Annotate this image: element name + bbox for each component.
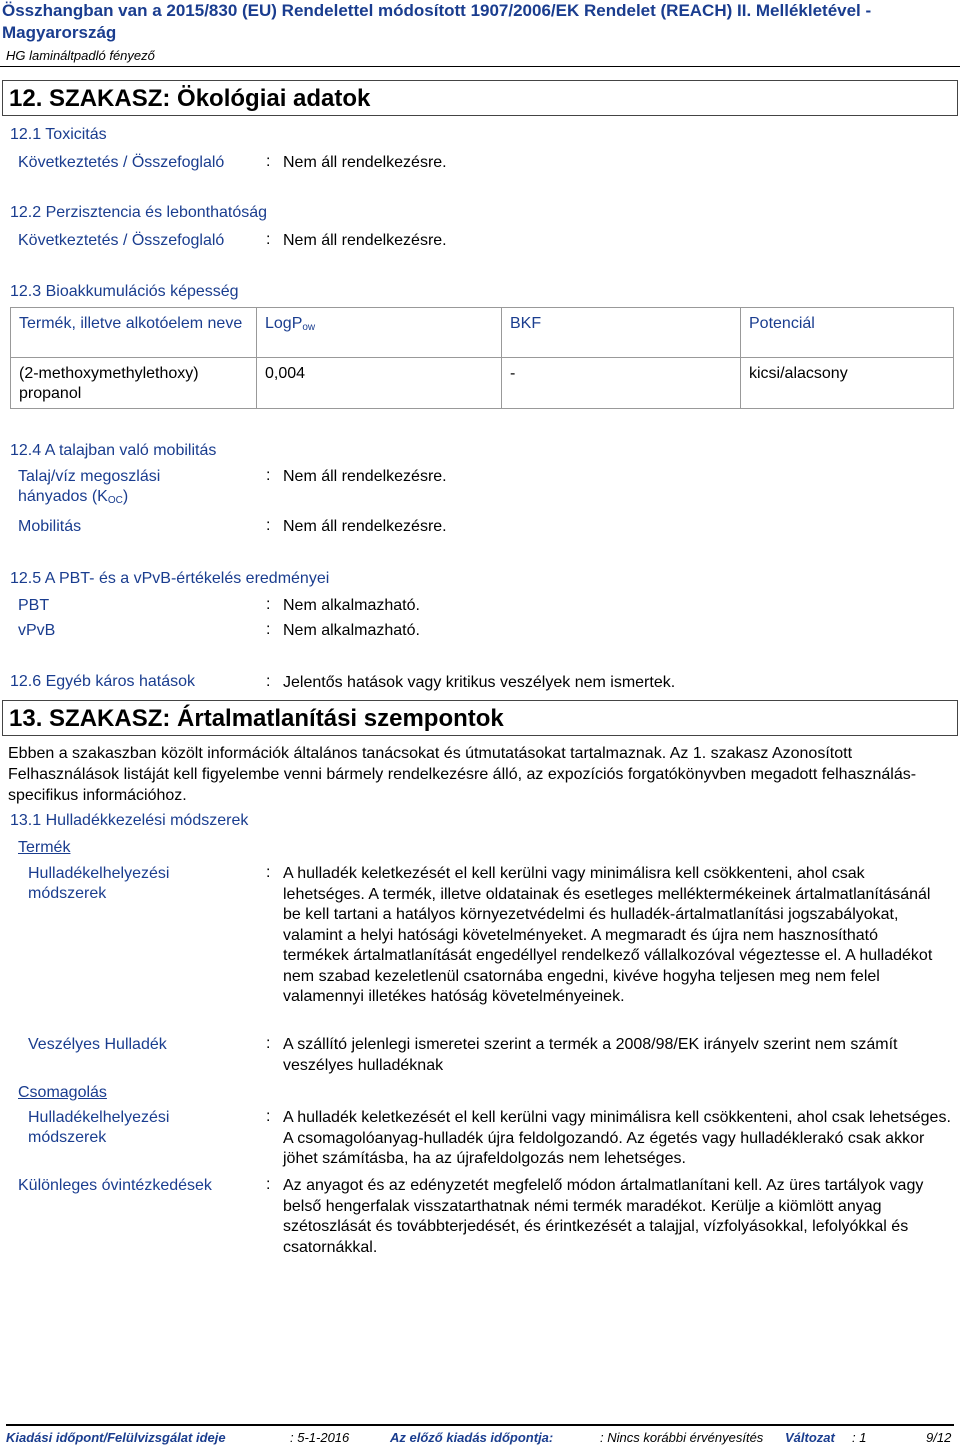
- section-13-title: 13. SZAKASZ: Ártalmatlanítási szempontok: [2, 700, 958, 736]
- other-effects-label: 12.6 Egyéb káros hatások: [10, 673, 196, 690]
- subsection-12-4-heading: 12.4 A talajban való mobilitás: [10, 442, 217, 459]
- section-13-intro: Ebben a szakaszban közölt információk általános tanácsokat és útmutatásokat tartalmaznak. Az 1. szakasz Azonosított Felhasználások listáját kell figyelembe venni bármely rendelkezésre álló, az expozíciós forgatókönyvben megadott felhasználás-specifikus információhoz.: [8, 745, 917, 804]
- toxicity-conclusion-value: Nem áll rendelkezésre.: [283, 154, 447, 171]
- koc-value: Nem áll rendelkezésre.: [283, 468, 447, 485]
- subsection-12-5-heading: 12.5 A PBT- és a vPvB-értékelés eredményei: [10, 570, 330, 587]
- table-row: [11, 358, 954, 409]
- vpvb-value: Nem alkalmazható.: [283, 622, 420, 639]
- subsection-12-1-heading: 12.1 Toxicitás: [10, 126, 107, 143]
- colon: :: [266, 153, 271, 170]
- column-header-logpow: [257, 308, 502, 358]
- logp-subscript: ow: [302, 322, 316, 333]
- column-header-component: Termék, illetve alkotóelem neve: [11, 308, 257, 358]
- other-effects-value: Jelentős hatások vagy kritikus veszélyek nem ismertek.: [283, 674, 676, 691]
- cell-logpow: 0,004: [257, 358, 502, 409]
- issue-date-label: Kiadási időpont/Felülvizsgálat ideje: [6, 1430, 226, 1445]
- product-disposal-label: Hulladékelhelyezési módszerek: [28, 865, 170, 902]
- vpvb-label: vPvB: [18, 622, 56, 639]
- packaging-disposal-value: A hulladék keletkezését el kell kerülni vagy minimálisra kell csökkenteni, ahol csak lehetséges. A csomagolóanyag-hulladék újra feldolgozandó. Az égetés vagy hulladéklerakó csak akkor jöhet számításba, ha az újrafeldolgozás nem lehetséges.: [283, 1109, 951, 1167]
- koc-label: [18, 467, 218, 511]
- koc-label-text: Talaj/víz megoszlási hányados (K: [18, 468, 161, 505]
- mobility-value: Nem áll rendelkezésre.: [283, 518, 447, 535]
- subsection-13-1-heading: 13.1 Hulladékkezelési módszerek: [10, 812, 249, 829]
- koc-label-close: ): [122, 488, 129, 505]
- hazardous-waste-label: Veszélyes Hulladék: [28, 1036, 167, 1053]
- product-disposal-value: A hulladék keletkezését el kell kerülni vagy minimálisra kell csökkenteni, ahol csak lehetséges. A termék, illetve oldatainak és esetleges melléktermékeinek ártalmatlanításánál be kell tartani a hatályos környezetvédelmi és hulladék-ártalmatlanítási jogszabályokat, valamint a helyi hatósági követelményeket. A megmaradt és újra nem hasznosítható termékek ártalmatlanítását engedéllyel rendelkező vállalkozóval végeztesse el. A hulladékot nem szabad kezeletlenül csatornába engedni, kivéve hogyha teljesen meg nem felel valamennyi illetékes hatóság követelményeinek.: [283, 865, 933, 1005]
- section-12-title: 12. SZAKASZ: Ökológiai adatok: [2, 80, 958, 116]
- colon: :: [266, 864, 271, 881]
- bioaccumulation-table: [10, 307, 954, 409]
- subsection-12-2-heading: 12.2 Perzisztencia és lebonthatóság: [10, 204, 268, 221]
- logp-text: LogP: [265, 315, 303, 332]
- packaging-disposal-label: Hulladékelhelyezési módszerek: [28, 1109, 170, 1146]
- header-divider: [0, 66, 960, 67]
- version-label: Változat: [785, 1430, 835, 1445]
- product-heading: Termék: [18, 839, 71, 856]
- cell-bcf: -: [502, 358, 741, 409]
- hazardous-waste-value: A szállító jelenlegi ismeretei szerint a termék a 2008/98/EK irányelv szerint nem számít veszélyes hulladéknak: [283, 1036, 898, 1074]
- table-header-row: [11, 308, 954, 358]
- product-name: HG lamináltpadló fényező: [6, 48, 155, 63]
- colon: :: [266, 621, 271, 638]
- persistence-conclusion-value: Nem áll rendelkezésre.: [283, 232, 447, 249]
- pbt-label: PBT: [18, 597, 50, 614]
- persistence-conclusion-label: Következtetés / Összefoglaló: [18, 232, 225, 249]
- colon: :: [266, 517, 271, 534]
- toxicity-conclusion-label: Következtetés / Összefoglaló: [18, 154, 225, 171]
- column-header-potential: Potenciál: [741, 308, 954, 358]
- mobility-label: Mobilitás: [18, 518, 82, 535]
- previous-issue-value: : Nincs korábbi érvényesítés: [600, 1430, 764, 1445]
- colon: :: [266, 1108, 271, 1125]
- document-title: Összhangban van a 2015/830 (EU) Rendelettel módosított 1907/2006/EK Rendelet (REACH) II. Mellékletével - Magyarország: [2, 1, 872, 42]
- colon: :: [266, 467, 271, 484]
- previous-issue-label: Az előző kiadás időpontja:: [390, 1430, 554, 1445]
- special-precautions-value: Az anyagot és az edényzetét megfelelő módon ártalmatlanítani kell. Az üres tartályok vagy belső hengerfalak visszatarthatnak némi termék maradékot. Kerülje a kiömlött anyag szétoszlását és továbbterjedését, és érintkezését a talajjal, vízfolyásokkal, lefolyókkal és csatornákkal.: [283, 1177, 924, 1256]
- special-precautions-label: Különleges óvintézkedések: [18, 1177, 212, 1194]
- koc-subscript: OC: [107, 495, 123, 506]
- page-number: 9/12: [926, 1430, 952, 1445]
- column-header-bcf: BKF: [502, 308, 741, 358]
- colon: :: [266, 596, 271, 613]
- cell-potential: kicsi/alacsony: [741, 358, 954, 409]
- colon: :: [266, 231, 271, 248]
- colon: :: [266, 1176, 271, 1193]
- version-value: : 1: [852, 1430, 867, 1445]
- colon: :: [266, 1035, 271, 1052]
- pbt-value: Nem alkalmazható.: [283, 597, 420, 614]
- colon: :: [266, 673, 271, 690]
- page-footer: [6, 1424, 954, 1445]
- subsection-12-3-heading: 12.3 Bioakkumulációs képesség: [10, 283, 239, 300]
- packaging-heading: Csomagolás: [18, 1084, 107, 1101]
- cell-component: (2-methoxymethylethoxy) propanol: [11, 358, 257, 409]
- issue-date-value: : 5-1-2016: [290, 1430, 350, 1445]
